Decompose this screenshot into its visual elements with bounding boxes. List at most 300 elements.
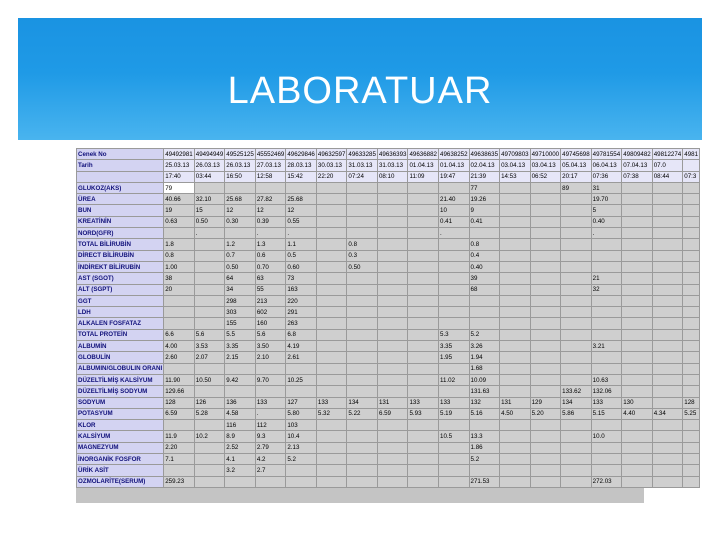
table-cell[interactable]: 5.93 (408, 408, 439, 419)
table-cell[interactable]: 89 (561, 182, 592, 193)
row-label[interactable]: GGT (77, 295, 164, 306)
table-cell[interactable]: 31.03.13 (347, 160, 378, 171)
row-label[interactable]: BUN (77, 205, 164, 216)
table-cell[interactable] (591, 465, 622, 476)
table-cell[interactable]: 8.9 (225, 431, 256, 442)
table-cell[interactable]: 9 (469, 205, 500, 216)
table-cell[interactable] (622, 216, 653, 227)
table-cell[interactable] (164, 228, 195, 239)
table-cell[interactable] (377, 228, 408, 239)
table-cell[interactable] (530, 442, 561, 453)
table-cell[interactable]: . (591, 228, 622, 239)
table-cell[interactable]: 9.3 (255, 431, 286, 442)
table-cell[interactable] (316, 386, 347, 397)
table-cell[interactable] (500, 386, 531, 397)
table-cell[interactable] (439, 454, 470, 465)
table-cell[interactable]: 10.2 (194, 431, 225, 442)
table-cell[interactable]: 1.1 (286, 239, 317, 250)
table-cell[interactable] (347, 352, 378, 363)
table-cell[interactable] (316, 205, 347, 216)
table-cell[interactable]: 1.94 (469, 352, 500, 363)
table-cell[interactable]: 10.5 (439, 431, 470, 442)
table-cell[interactable] (500, 318, 531, 329)
table-cell[interactable] (469, 420, 500, 431)
table-cell[interactable]: 0.41 (469, 216, 500, 227)
table-cell[interactable]: 136 (225, 397, 256, 408)
table-cell[interactable] (439, 261, 470, 272)
table-cell[interactable] (255, 476, 286, 487)
table-cell[interactable] (347, 273, 378, 284)
table-cell[interactable] (408, 182, 439, 193)
table-cell[interactable] (347, 194, 378, 205)
table-cell[interactable]: 5 (591, 205, 622, 216)
table-cell[interactable] (316, 284, 347, 295)
table-cell[interactable]: . (286, 228, 317, 239)
table-cell[interactable] (500, 182, 531, 193)
table-cell[interactable] (683, 228, 700, 239)
table-cell[interactable] (194, 307, 225, 318)
table-cell[interactable]: 49638252 (439, 149, 470, 160)
table-cell[interactable] (316, 341, 347, 352)
table-cell[interactable]: 263 (286, 318, 317, 329)
table-cell[interactable]: 5.16 (469, 408, 500, 419)
table-cell[interactable]: 10.63 (591, 374, 622, 385)
table-cell[interactable] (591, 420, 622, 431)
table-cell[interactable]: 0.41 (439, 216, 470, 227)
table-cell[interactable] (439, 182, 470, 193)
table-cell[interactable]: 1.95 (439, 352, 470, 363)
table-cell[interactable]: 272.03 (591, 476, 622, 487)
table-cell[interactable] (469, 228, 500, 239)
row-label[interactable]: DÜZELTİLMİŞ KALSİYUM (77, 374, 164, 385)
table-cell[interactable]: 20:17 (561, 171, 592, 182)
table-cell[interactable] (500, 261, 531, 272)
table-cell[interactable]: 11.02 (439, 374, 470, 385)
table-cell[interactable] (683, 431, 700, 442)
table-cell[interactable]: 0.39 (255, 216, 286, 227)
table-cell[interactable] (194, 273, 225, 284)
table-cell[interactable] (286, 363, 317, 374)
table-cell[interactable]: 4.00 (164, 341, 195, 352)
table-cell[interactable] (377, 273, 408, 284)
table-cell[interactable]: 2.61 (286, 352, 317, 363)
table-cell[interactable]: 49492981 (164, 149, 195, 160)
row-label[interactable]: İNDİREKT BİLİRUBİN (77, 261, 164, 272)
table-cell[interactable] (561, 318, 592, 329)
table-cell[interactable] (347, 307, 378, 318)
table-cell[interactable]: 5.2 (469, 454, 500, 465)
table-cell[interactable]: 19.26 (469, 194, 500, 205)
table-cell[interactable] (347, 228, 378, 239)
table-cell[interactable] (316, 442, 347, 453)
table-cell[interactable] (347, 284, 378, 295)
table-cell[interactable] (561, 420, 592, 431)
table-cell[interactable] (408, 431, 439, 442)
table-cell[interactable] (408, 352, 439, 363)
table-cell[interactable]: 38 (164, 273, 195, 284)
table-cell[interactable] (500, 341, 531, 352)
row-label[interactable]: OZMOLARİTE(SERUM) (77, 476, 164, 487)
table-cell[interactable]: 0.4 (469, 250, 500, 261)
table-cell[interactable] (561, 431, 592, 442)
table-cell[interactable] (408, 329, 439, 340)
table-cell[interactable]: 19 (164, 205, 195, 216)
table-cell[interactable]: 49636882 (408, 149, 439, 160)
table-cell[interactable] (377, 363, 408, 374)
table-cell[interactable]: 21 (591, 273, 622, 284)
table-cell[interactable] (652, 182, 683, 193)
table-cell[interactable]: 49745698 (561, 149, 592, 160)
table-cell[interactable]: 07:3 (683, 171, 700, 182)
table-cell[interactable]: 5.20 (530, 408, 561, 419)
table-cell[interactable]: 126 (194, 397, 225, 408)
table-cell[interactable] (469, 307, 500, 318)
row-label[interactable]: LDH (77, 307, 164, 318)
table-cell[interactable] (469, 465, 500, 476)
table-cell[interactable] (408, 420, 439, 431)
table-cell[interactable] (347, 420, 378, 431)
table-cell[interactable] (561, 465, 592, 476)
table-cell[interactable]: 10 (439, 205, 470, 216)
table-cell[interactable] (316, 454, 347, 465)
table-cell[interactable]: 128 (683, 397, 700, 408)
table-cell[interactable]: 0.60 (286, 261, 317, 272)
table-cell[interactable] (622, 228, 653, 239)
table-cell[interactable] (622, 182, 653, 193)
table-cell[interactable] (652, 431, 683, 442)
table-cell[interactable]: 73 (286, 273, 317, 284)
table-cell[interactable]: 27.03.13 (255, 160, 286, 171)
row-label[interactable]: KLOR (77, 420, 164, 431)
table-cell[interactable]: 1.00 (164, 261, 195, 272)
row-label[interactable] (77, 171, 164, 182)
table-cell[interactable] (683, 341, 700, 352)
table-cell[interactable]: 5.86 (561, 408, 592, 419)
table-cell[interactable] (194, 363, 225, 374)
table-cell[interactable]: 6.59 (377, 408, 408, 419)
table-cell[interactable] (408, 442, 439, 453)
table-cell[interactable]: . (255, 228, 286, 239)
row-label[interactable]: AST (SGOT) (77, 273, 164, 284)
table-cell[interactable] (591, 261, 622, 272)
table-cell[interactable] (561, 205, 592, 216)
table-cell[interactable]: 17:40 (164, 171, 195, 182)
row-label[interactable]: MAGNEZYUM (77, 442, 164, 453)
table-cell[interactable] (683, 454, 700, 465)
table-cell[interactable]: 26.03.13 (194, 160, 225, 171)
table-cell[interactable] (286, 386, 317, 397)
table-cell[interactable]: 7.1 (164, 454, 195, 465)
table-cell[interactable]: 19:47 (439, 171, 470, 182)
row-label[interactable]: KALSİYUM (77, 431, 164, 442)
table-cell[interactable] (530, 386, 561, 397)
table-cell[interactable]: 11.9 (164, 431, 195, 442)
table-cell[interactable]: . (194, 228, 225, 239)
table-cell[interactable]: 68 (469, 284, 500, 295)
table-cell[interactable] (683, 273, 700, 284)
table-cell[interactable]: 63 (255, 273, 286, 284)
table-cell[interactable]: 12 (225, 205, 256, 216)
table-cell[interactable]: 3.50 (255, 341, 286, 352)
table-cell[interactable] (652, 216, 683, 227)
table-cell[interactable] (439, 386, 470, 397)
table-cell[interactable] (377, 352, 408, 363)
table-cell[interactable] (652, 228, 683, 239)
table-cell[interactable] (530, 318, 561, 329)
table-cell[interactable]: 0.3 (347, 250, 378, 261)
table-cell[interactable]: 155 (225, 318, 256, 329)
table-cell[interactable] (683, 261, 700, 272)
table-cell[interactable]: 129 (530, 397, 561, 408)
table-cell[interactable]: 9.42 (225, 374, 256, 385)
table-cell[interactable] (347, 363, 378, 374)
table-cell[interactable] (377, 374, 408, 385)
table-cell[interactable]: 127 (286, 397, 317, 408)
table-cell[interactable] (622, 239, 653, 250)
table-cell[interactable] (500, 352, 531, 363)
table-cell[interactable]: 06:52 (530, 171, 561, 182)
table-cell[interactable] (316, 431, 347, 442)
table-cell[interactable] (591, 239, 622, 250)
table-cell[interactable] (316, 307, 347, 318)
table-cell[interactable] (347, 318, 378, 329)
table-cell[interactable] (652, 329, 683, 340)
table-cell[interactable]: 3.26 (469, 341, 500, 352)
table-cell[interactable] (622, 318, 653, 329)
table-cell[interactable] (194, 250, 225, 261)
table-cell[interactable]: 07.0 (652, 160, 683, 171)
table-cell[interactable] (500, 250, 531, 261)
table-cell[interactable] (683, 160, 700, 171)
table-cell[interactable]: 21.40 (439, 194, 470, 205)
table-cell[interactable]: 01.04.13 (439, 160, 470, 171)
table-cell[interactable] (561, 261, 592, 272)
table-cell[interactable]: 131.63 (469, 386, 500, 397)
table-cell[interactable]: 10.25 (286, 374, 317, 385)
table-cell[interactable] (255, 363, 286, 374)
table-cell[interactable]: 5.2 (469, 329, 500, 340)
table-cell[interactable] (316, 182, 347, 193)
table-cell[interactable]: 27.82 (255, 194, 286, 205)
table-cell[interactable]: 1.68 (469, 363, 500, 374)
table-cell[interactable] (316, 216, 347, 227)
table-cell[interactable] (561, 442, 592, 453)
table-cell[interactable]: 32 (591, 284, 622, 295)
row-label[interactable]: ALT (SGPT) (77, 284, 164, 295)
table-cell[interactable] (316, 295, 347, 306)
table-cell[interactable]: 0.8 (347, 239, 378, 250)
table-cell[interactable] (408, 205, 439, 216)
table-cell[interactable] (377, 476, 408, 487)
table-cell[interactable] (500, 476, 531, 487)
table-cell[interactable] (408, 454, 439, 465)
table-cell[interactable]: 64 (225, 273, 256, 284)
table-cell[interactable]: 10.09 (469, 374, 500, 385)
row-label[interactable]: GLUKOZ(AKS) (77, 182, 164, 193)
table-cell[interactable]: 2.79 (255, 442, 286, 453)
table-cell[interactable] (652, 273, 683, 284)
table-cell[interactable]: 3.53 (194, 341, 225, 352)
table-cell[interactable]: 28.03.13 (286, 160, 317, 171)
table-cell[interactable] (194, 386, 225, 397)
table-cell[interactable]: 0.6 (255, 250, 286, 261)
row-label[interactable]: POTASYUM (77, 408, 164, 419)
table-cell[interactable] (652, 420, 683, 431)
table-cell[interactable] (439, 420, 470, 431)
table-cell[interactable] (347, 442, 378, 453)
table-cell[interactable]: 133 (255, 397, 286, 408)
table-cell[interactable]: 79 (164, 182, 195, 193)
table-cell[interactable] (316, 329, 347, 340)
table-cell[interactable] (255, 182, 286, 193)
table-cell[interactable] (316, 352, 347, 363)
row-label[interactable]: ALBUMİN (77, 341, 164, 352)
table-cell[interactable] (530, 194, 561, 205)
table-cell[interactable]: 0.5 (286, 250, 317, 261)
table-cell[interactable] (622, 476, 653, 487)
table-cell[interactable] (194, 295, 225, 306)
table-cell[interactable] (622, 205, 653, 216)
table-cell[interactable] (347, 295, 378, 306)
table-cell[interactable]: 16:50 (225, 171, 256, 182)
table-cell[interactable] (622, 329, 653, 340)
table-cell[interactable]: 133 (316, 397, 347, 408)
table-cell[interactable]: 132.06 (591, 386, 622, 397)
table-cell[interactable] (652, 363, 683, 374)
table-cell[interactable]: 03.04.13 (530, 160, 561, 171)
table-cell[interactable] (530, 341, 561, 352)
table-cell[interactable] (439, 465, 470, 476)
table-cell[interactable] (439, 318, 470, 329)
table-cell[interactable] (500, 420, 531, 431)
table-cell[interactable] (652, 194, 683, 205)
table-cell[interactable] (683, 205, 700, 216)
table-cell[interactable]: 5.22 (347, 408, 378, 419)
row-label[interactable]: ÜREA (77, 194, 164, 205)
table-cell[interactable]: 5.25 (683, 408, 700, 419)
table-cell[interactable] (683, 295, 700, 306)
table-cell[interactable] (500, 374, 531, 385)
table-cell[interactable]: 49494949 (194, 149, 225, 160)
table-cell[interactable] (652, 476, 683, 487)
table-cell[interactable]: 12 (255, 205, 286, 216)
table-cell[interactable] (377, 386, 408, 397)
table-cell[interactable] (194, 420, 225, 431)
table-cell[interactable] (377, 442, 408, 453)
table-cell[interactable]: 15:42 (286, 171, 317, 182)
table-cell[interactable]: 07:36 (591, 171, 622, 182)
table-cell[interactable]: 5.5 (225, 329, 256, 340)
table-cell[interactable]: 49809482 (622, 149, 653, 160)
row-label[interactable]: GLOBULİN (77, 352, 164, 363)
table-cell[interactable]: 2.7 (255, 465, 286, 476)
table-cell[interactable] (561, 363, 592, 374)
table-cell[interactable]: 0.8 (469, 239, 500, 250)
table-cell[interactable] (530, 273, 561, 284)
table-cell[interactable] (347, 341, 378, 352)
table-cell[interactable] (652, 261, 683, 272)
table-cell[interactable]: 07:24 (347, 171, 378, 182)
table-cell[interactable] (561, 341, 592, 352)
table-cell[interactable] (500, 329, 531, 340)
table-cell[interactable]: 49525125 (225, 149, 256, 160)
table-cell[interactable]: 12 (286, 205, 317, 216)
table-cell[interactable]: 131 (500, 397, 531, 408)
table-cell[interactable]: 160 (255, 318, 286, 329)
table-cell[interactable]: 163 (286, 284, 317, 295)
table-cell[interactable]: 2.52 (225, 442, 256, 453)
table-cell[interactable]: 133 (439, 397, 470, 408)
row-label[interactable]: TOTAL PROTEİN (77, 329, 164, 340)
table-cell[interactable]: 133 (591, 397, 622, 408)
table-cell[interactable]: 132 (469, 397, 500, 408)
table-cell[interactable] (316, 420, 347, 431)
table-cell[interactable] (622, 284, 653, 295)
table-cell[interactable] (683, 420, 700, 431)
table-cell[interactable]: 49638635 (469, 149, 500, 160)
table-cell[interactable] (408, 476, 439, 487)
table-cell[interactable] (530, 329, 561, 340)
table-cell[interactable] (377, 205, 408, 216)
table-cell[interactable] (561, 194, 592, 205)
table-cell[interactable] (530, 307, 561, 318)
table-cell[interactable] (286, 182, 317, 193)
table-cell[interactable]: 5.15 (591, 408, 622, 419)
table-cell[interactable] (622, 307, 653, 318)
table-cell[interactable] (439, 476, 470, 487)
table-cell[interactable] (500, 194, 531, 205)
table-cell[interactable] (316, 194, 347, 205)
table-cell[interactable] (164, 295, 195, 306)
table-cell[interactable] (194, 284, 225, 295)
table-cell[interactable]: 4.40 (622, 408, 653, 419)
table-cell[interactable]: 128 (164, 397, 195, 408)
table-cell[interactable]: 01.04.13 (408, 160, 439, 171)
table-cell[interactable] (347, 476, 378, 487)
table-cell[interactable] (622, 454, 653, 465)
table-cell[interactable]: 5.2 (286, 454, 317, 465)
table-cell[interactable]: 6.8 (286, 329, 317, 340)
row-label[interactable]: DÜZELTİLMİŞ SODYUM (77, 386, 164, 397)
table-cell[interactable] (194, 182, 225, 193)
table-cell[interactable] (561, 374, 592, 385)
table-cell[interactable] (408, 341, 439, 352)
table-cell[interactable]: 133 (408, 397, 439, 408)
table-cell[interactable]: 5.6 (194, 329, 225, 340)
table-cell[interactable]: 40.66 (164, 194, 195, 205)
table-cell[interactable] (683, 318, 700, 329)
table-cell[interactable] (530, 295, 561, 306)
table-cell[interactable] (408, 318, 439, 329)
table-cell[interactable] (316, 250, 347, 261)
table-cell[interactable] (316, 476, 347, 487)
table-cell[interactable] (439, 239, 470, 250)
table-cell[interactable] (530, 363, 561, 374)
table-cell[interactable] (377, 465, 408, 476)
table-cell[interactable]: 2.10 (255, 352, 286, 363)
table-cell[interactable] (316, 228, 347, 239)
table-cell[interactable] (683, 216, 700, 227)
table-cell[interactable] (561, 295, 592, 306)
table-cell[interactable] (500, 295, 531, 306)
table-cell[interactable] (164, 420, 195, 431)
table-cell[interactable] (622, 295, 653, 306)
table-cell[interactable] (530, 374, 561, 385)
table-cell[interactable] (652, 318, 683, 329)
table-cell[interactable] (225, 363, 256, 374)
table-cell[interactable] (347, 182, 378, 193)
table-cell[interactable] (408, 295, 439, 306)
